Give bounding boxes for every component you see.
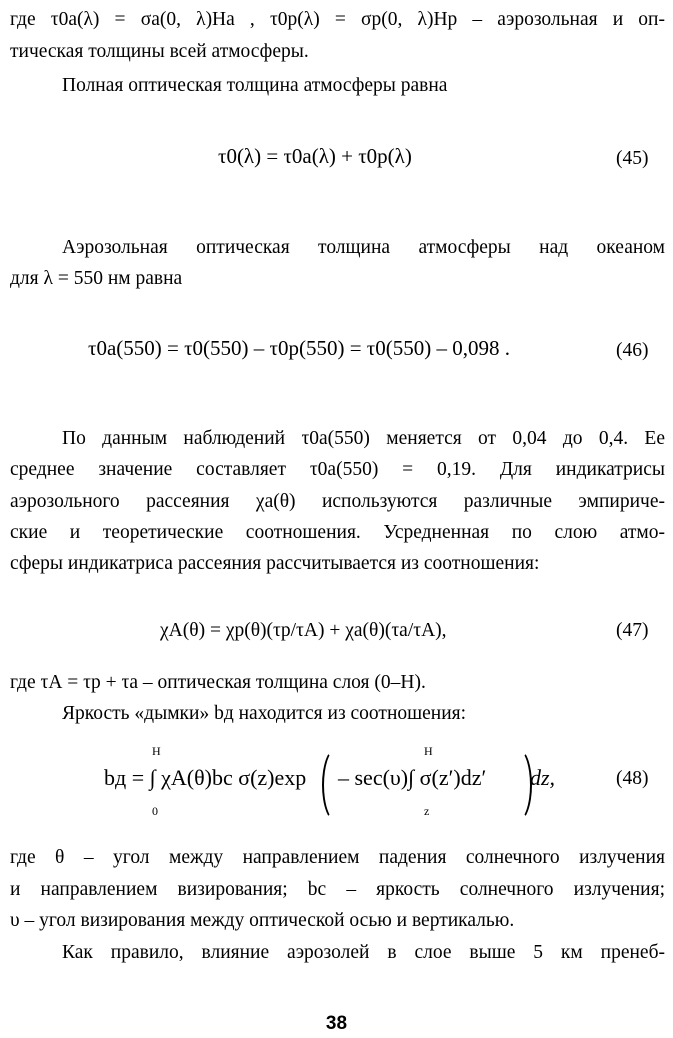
equation-number-46: (46) — [616, 340, 649, 361]
text-line-5: для λ = 550 нм равна — [10, 268, 183, 289]
integral-lower-limit-outer: 0 — [152, 804, 158, 818]
equation-number-47: (47) — [616, 620, 649, 641]
integral-upper-limit-outer: H — [152, 744, 161, 758]
equation-number-48: (48) — [616, 768, 649, 789]
text-line-11: где τА = τр + τа – оптическая толщина слоя (0–H). — [10, 672, 426, 693]
text-line-12: Яркость «дымки» bд находится из соотношения: — [62, 703, 467, 724]
equation-46: τ0а(550) = τ0(550) – τ0р(550) = τ0(550) – 0,098 . — [88, 336, 510, 360]
text-line-9: ские и теоретические соотношения. Усредненная по слою атмо- — [10, 522, 665, 543]
text-line-1: где τ0а(λ) = σа(0, λ)Hа , τ0р(λ) = σр(0, λ)Hр – аэрозольная и оп- — [10, 9, 665, 30]
equation-number-45: (45) — [616, 148, 649, 169]
equation-45: τ0(λ) = τ0а(λ) + τ0р(λ) — [218, 144, 412, 168]
integral-lower-limit-inner: z — [424, 804, 430, 818]
text-line-15: υ – угол визирования между оптической осью и вертикалью. — [10, 910, 515, 931]
equation-47: χА(θ) = χр(θ)(τр/τА) + χа(θ)(τа/τА), — [160, 620, 447, 641]
equation-48-inner: – sec(υ)∫ σ(z′)dz′ — [338, 765, 487, 790]
equation-48-right: dz, — [530, 765, 556, 790]
big-right-paren — [504, 748, 532, 822]
text-line-4: Аэрозольная оптическая толщина атмосферы над океаном — [62, 237, 665, 258]
integral-upper-limit-inner: H — [424, 744, 433, 758]
text-line-7: среднее значение составляет τ0а(550) = 0,19. Для индикатрисы — [10, 459, 665, 480]
text-line-6: По данным наблюдений τ0а(550) меняется от 0,04 до 0,4. Ее — [62, 428, 665, 449]
text-line-10: сферы индикатриса рассеяния рассчитывается из соотношения: — [10, 553, 540, 574]
text-line-3: Полная оптическая толщина атмосферы равна — [62, 75, 448, 96]
text-line-2: тическая толщины всей атмосферы. — [10, 41, 309, 62]
equation-48-left: bд = ∫ χА(θ)bс σ(z)exp — [104, 765, 307, 790]
text-line-13: где θ – угол между направлением падения солнечного излучения — [10, 847, 665, 868]
text-line-14: и направлением визирования; bс – яркость солнечного излучения; — [10, 879, 665, 900]
text-line-8: аэрозольного рассеяния χа(θ) используются различные эмпириче- — [10, 491, 665, 512]
text-line-16: Как правило, влияние аэрозолей в слое выше 5 км пренеб- — [62, 942, 665, 963]
page-number: 38 — [325, 1013, 348, 1034]
